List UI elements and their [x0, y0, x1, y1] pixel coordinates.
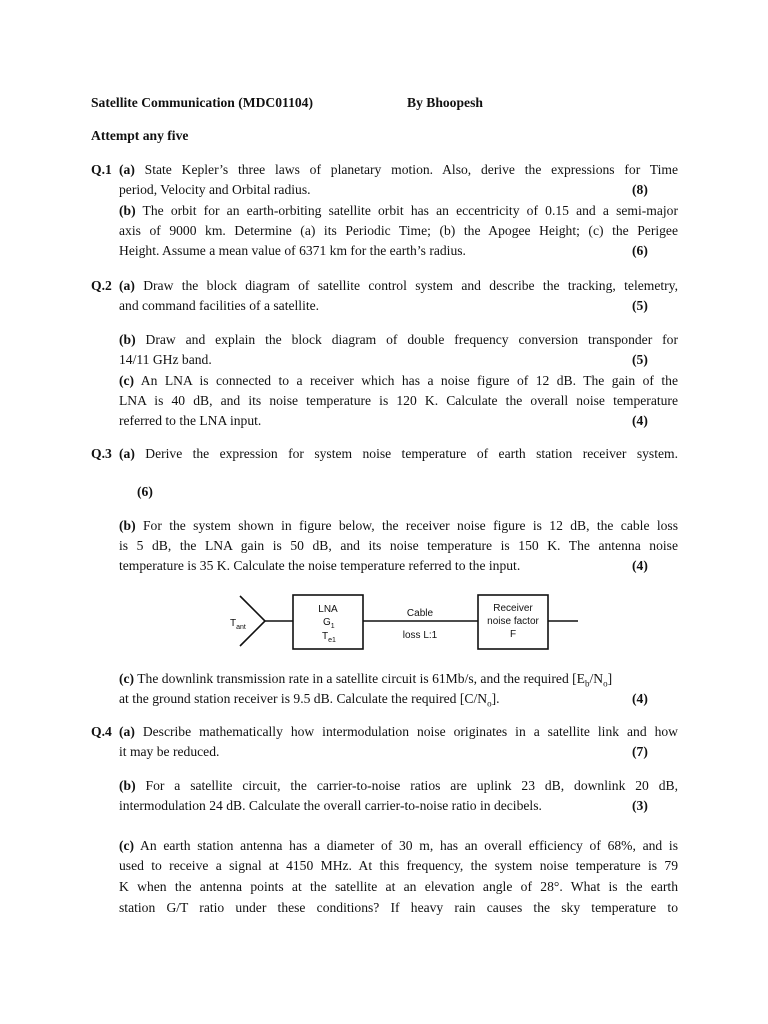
question-text: is 5 dB, the LNA gain is 50 dB, and its noise temperature is 150 K. The antenna noise — [119, 538, 678, 553]
question-text: Height. Assume a mean value of 6371 km for the earth’s radius. — [119, 243, 466, 258]
lna-temp: $T_{e1}$ — [322, 631, 336, 644]
marks: (7) — [632, 744, 648, 759]
question-text: (c) An earth station antenna has a diameter of 30 m, has an overall efficiency of 68%, and is — [119, 838, 678, 853]
marks: (5) — [632, 298, 648, 313]
receiver-title: Receiver — [493, 603, 533, 614]
question-text: station G/T ratio under these conditions? If heavy rain causes the sky temperature to — [119, 900, 678, 915]
question-text: at the ground station receiver is 9.5 dB. Calculate the required $[C/N_o]$. — [119, 691, 500, 709]
question-text: K when the antenna points at the satellite at an elevation angle of 28°. What is the earth — [119, 879, 678, 894]
question-text: axis of 9000 km. Determine (a) its Periodic Time; (b) the Apogee Height; (c) the Perigee — [119, 223, 678, 238]
marks: (8) — [632, 182, 648, 197]
question-number: Q.2 — [91, 278, 112, 293]
author-name: By Bhoopesh — [407, 95, 483, 110]
lna-title: LNA — [318, 604, 338, 615]
question-text: (b) For the system shown in figure below, the receiver noise figure is 12 dB, the cable loss — [119, 518, 678, 533]
question-text: temperature is 35 K. Calculate the noise temperature referred to the input. — [119, 558, 521, 573]
marks: (3) — [632, 798, 648, 813]
receiver-nf: noise factor — [487, 616, 539, 627]
question-text: (c) The downlink transmission rate in a satellite circuit is 61Mb/s, and the required $[E_b/N_o]$ — [119, 671, 613, 689]
question-text: (a) Derive the expression for system noise temperature of earth station receiver system. — [119, 446, 678, 461]
question-number: Q.4 — [91, 724, 112, 739]
question-text: intermodulation 24 dB. Calculate the overall carrier-to-noise ratio in decibels. — [119, 798, 542, 813]
marks: (6) — [632, 243, 648, 258]
marks: (4) — [632, 413, 648, 428]
question-text: referred to the LNA input. — [119, 413, 262, 428]
noise-system-diagram — [220, 586, 590, 654]
marks: (4) — [632, 691, 648, 706]
course-title: Satellite Communication (MDC01104) — [91, 95, 314, 110]
marks: (4) — [632, 558, 648, 573]
question-number: Q.3 — [91, 446, 112, 461]
receiver-f: F — [509, 629, 517, 640]
marks: (5) — [632, 352, 648, 367]
lna-gain: $G_1$ — [323, 617, 335, 630]
question-text: 14/11 GHz band. — [119, 352, 212, 367]
question-text: (b) For a satellite circuit, the carrier-to-noise ratios are uplink 23 dB, downlink 20 dB, — [119, 778, 678, 793]
antenna-symbol — [240, 596, 265, 646]
question-text: (a) Draw the block diagram of satellite control system and describe the tracking, telemetry, — [119, 278, 678, 293]
instruction: Attempt any five — [91, 128, 189, 143]
question-text: (b) The orbit for an earth-orbiting satellite orbit has an eccentricity of 0.15 and a semi-major — [119, 203, 678, 218]
question-text: it may be reduced. — [119, 744, 220, 759]
question-number: Q.1 — [91, 162, 112, 177]
question-text: period, Velocity and Orbital radius. — [119, 182, 311, 197]
marks: (6) — [137, 484, 153, 499]
question-text: and command facilities of a satellite. — [119, 298, 320, 313]
cable-title: Cable — [406, 608, 434, 619]
question-text: (a) Describe mathematically how intermodulation noise originates in a satellite link and how — [119, 724, 678, 739]
cable-loss: loss L:1 — [402, 630, 438, 641]
question-text: used to receive a signal at 4150 MHz. At this frequency, the system noise temperature is 79 — [119, 858, 678, 873]
question-text: (c) An LNA is connected to a receiver which has a noise figure of 12 dB. The gain of the — [119, 373, 679, 388]
question-text: LNA is 40 dB, and its noise temperature is 120 K. Calculate the overall noise temperature — [119, 393, 678, 408]
question-text: (a) State Kepler’s three laws of planetary motion. Also, derive the expressions for Time — [119, 162, 678, 177]
input-label: $T_{ant}$ — [230, 618, 246, 631]
question-text: (b) Draw and explain the block diagram of double frequency conversion transponder for — [119, 332, 678, 347]
